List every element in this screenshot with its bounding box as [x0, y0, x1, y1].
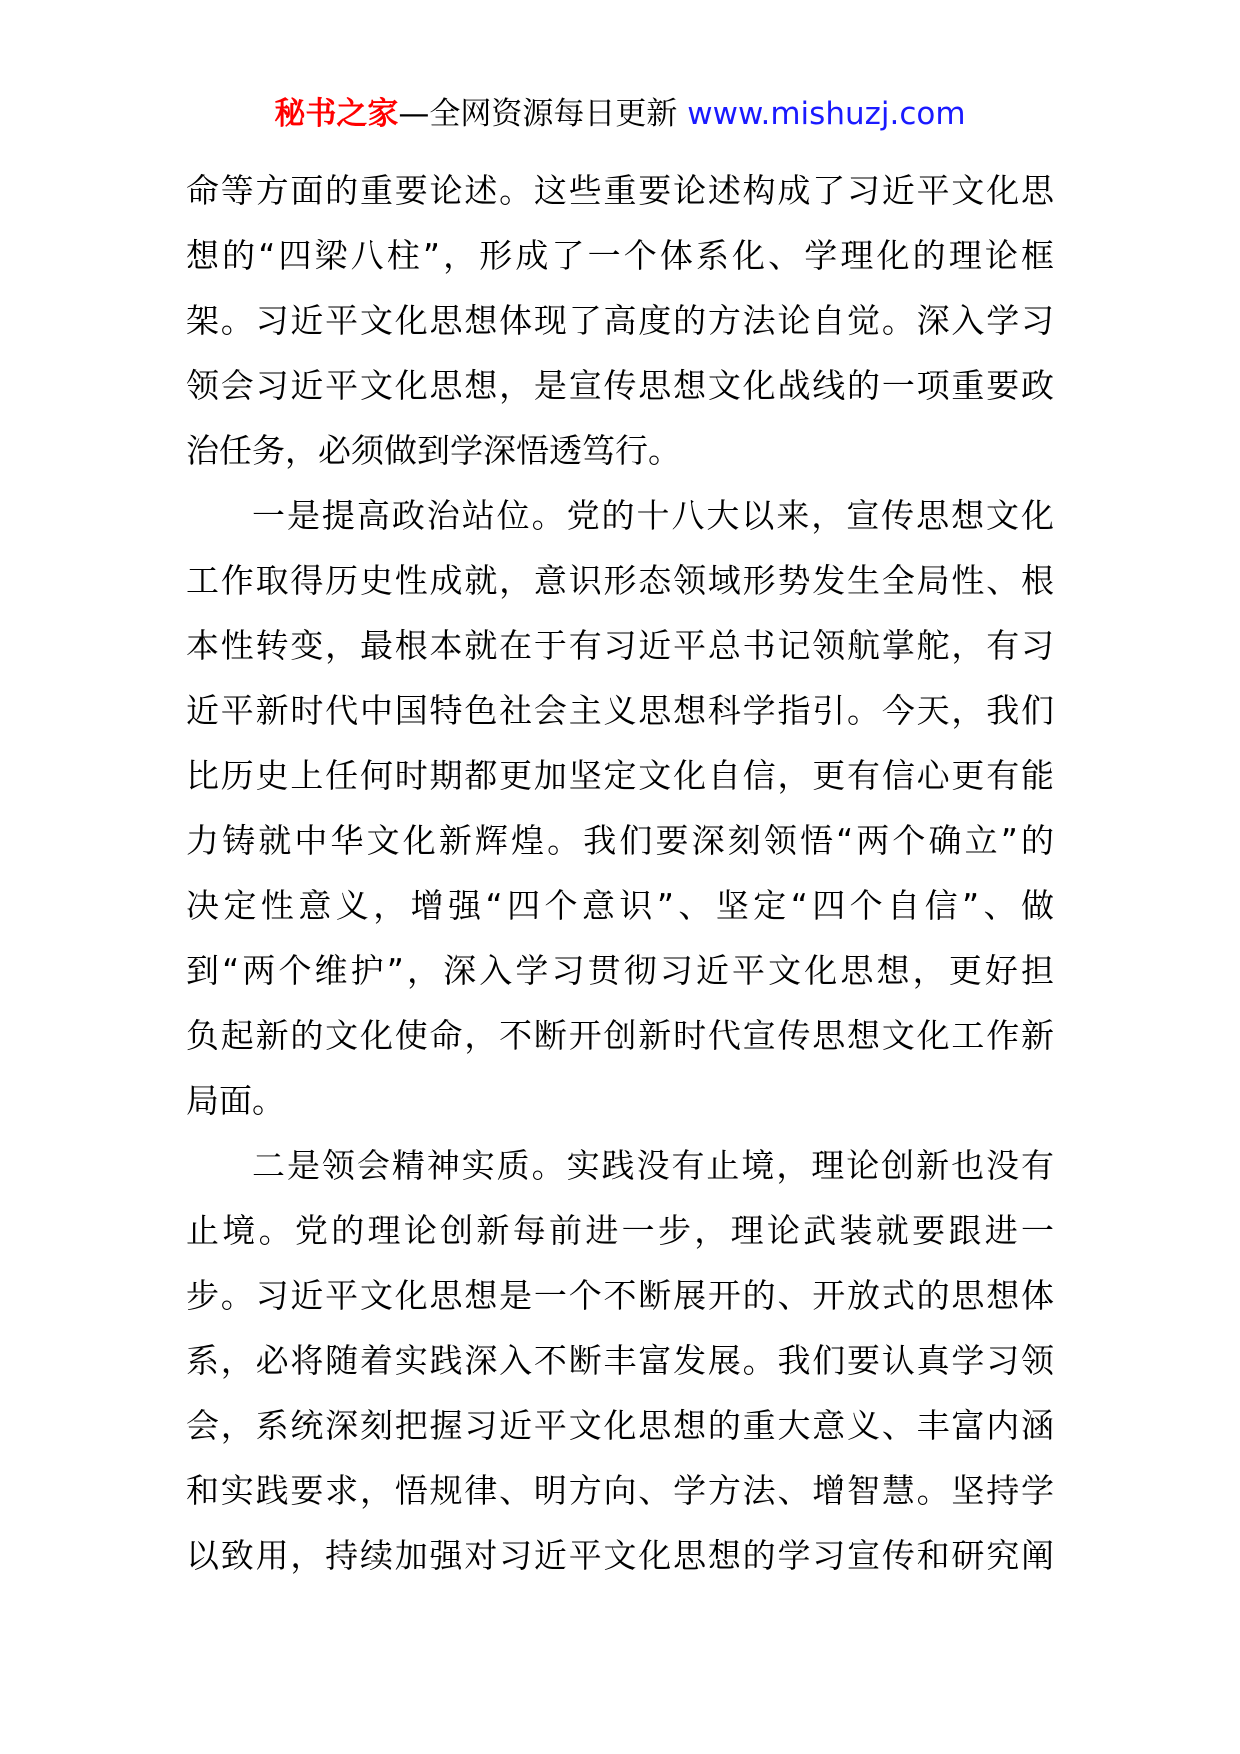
page-header — [0, 94, 1240, 134]
document-body — [186, 158, 1054, 1588]
text-line: 领会习近平文化思想，是宣传思想文化战线的一项重要政 — [186, 366, 1054, 405]
text-line: 止境。党的理论创新每前进一步，理论武装就要跟进一 — [186, 1211, 1054, 1250]
text-line: 想的“四梁八柱”，形成了一个体系化、学理化的理论框 — [186, 236, 1054, 275]
text-line: 到“两个维护”，深入学习贯彻习近平文化思想，更好担 — [186, 951, 1054, 990]
text-line: 会，系统深刻把握习近平文化思想的重大意义、丰富内涵 — [186, 1406, 1054, 1445]
text-line: 本性转变，最根本就在于有习近平总书记领航掌舵，有习 — [186, 626, 1054, 665]
site-url[interactable]: www.mishuzj.com — [687, 96, 966, 132]
text-line: 负起新的文化使命，不断开创新时代宣传思想文化工作新 — [186, 1016, 1054, 1055]
site-brand: 秘书之家 — [274, 96, 399, 132]
text-line: 和实践要求，悟规律、明方向、学方法、增智慧。坚持学 — [186, 1471, 1054, 1510]
text-line: 步。习近平文化思想是一个不断展开的、开放式的思想体 — [186, 1276, 1054, 1315]
text-line: 架。习近平文化思想体现了高度的方法论自觉。深入学习 — [186, 301, 1054, 340]
text-line: 比历史上任何时期都更加坚定文化自信，更有信心更有能 — [186, 756, 1054, 795]
text-line: 决定性意义，增强“四个意识”、坚定“四个自信”、做 — [186, 886, 1054, 925]
paragraph-start-line: 一是提高政治站位。党的十八大以来，宣传思想文化 — [252, 496, 1054, 535]
text-line: 近平新时代中国特色社会主义思想科学指引。今天，我们 — [186, 691, 1054, 730]
paragraph-start-line: 二是领会精神实质。实践没有止境，理论创新也没有 — [252, 1146, 1054, 1185]
site-tagline: —全网资源每日更新 — [398, 96, 678, 132]
text-line: 治任务，必须做到学深悟透笃行。 — [186, 431, 681, 470]
text-line: 系，必将随着实践深入不断丰富发展。我们要认真学习领 — [186, 1341, 1054, 1380]
text-line: 局面。 — [186, 1081, 285, 1120]
text-line: 命等方面的重要论述。这些重要论述构成了习近平文化思 — [186, 171, 1054, 210]
text-line: 以致用，持续加强对习近平文化思想的学习宣传和研究阐 — [186, 1536, 1054, 1575]
text-line: 力铸就中华文化新辉煌。我们要深刻领悟“两个确立”的 — [186, 821, 1054, 860]
text-line: 工作取得历史性成就，意识形态领域形势发生全局性、根 — [186, 561, 1054, 600]
